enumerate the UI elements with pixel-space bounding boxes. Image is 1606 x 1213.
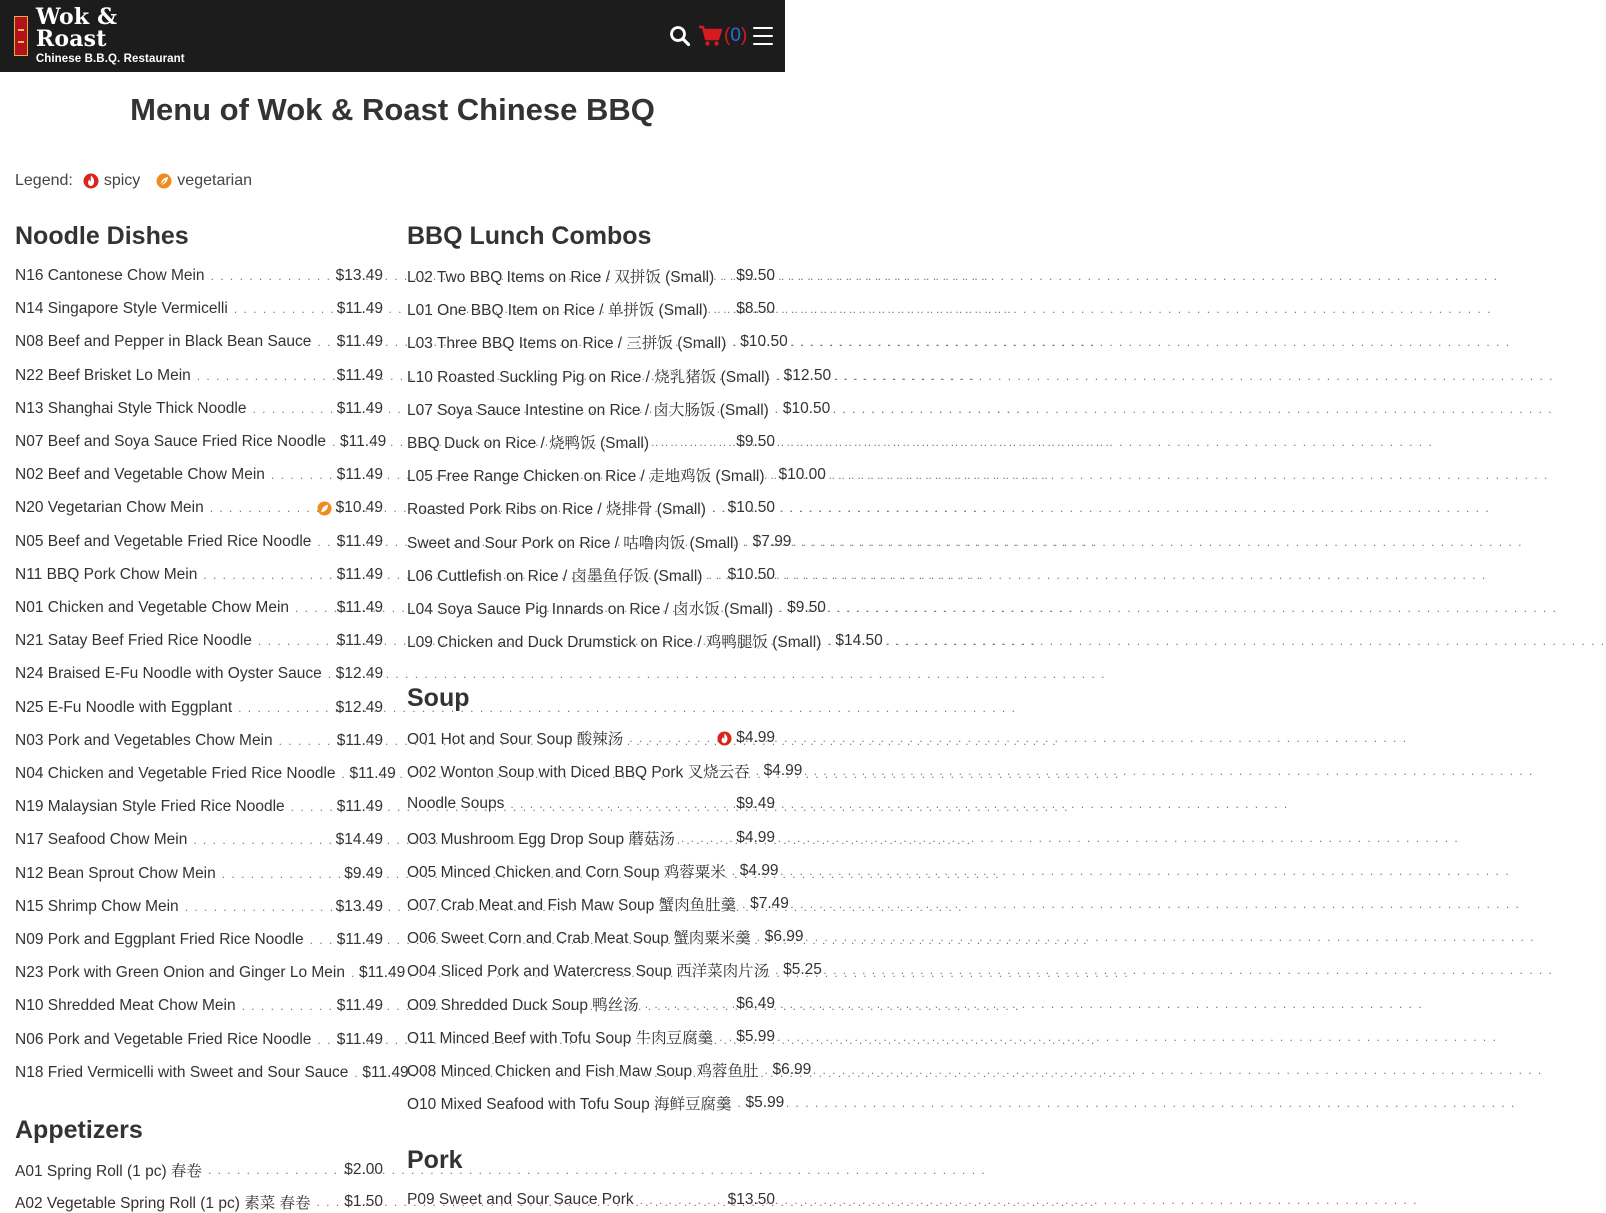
page-title: Menu of Wok & Roast Chinese BBQ	[130, 92, 655, 127]
menu-item-price: $11.49	[336, 532, 383, 550]
section-title-soup: Soup	[407, 684, 470, 712]
menu-item-price: $10.49	[335, 499, 383, 517]
menu-item-name: N24 Braised E-Fu Noodle with Oyster Sauce	[15, 665, 322, 683]
menu-item-name: O11 Minced Beef with Tofu Soup 牛肉豆腐羹	[407, 1029, 714, 1047]
menu-item[interactable]	[15, 564, 383, 586]
menu-item-price: $11.49	[336, 366, 383, 384]
menu-item-name: L03 Three BBQ Items on Rice / 三拼饭 (Small)	[407, 335, 727, 353]
dot-leader	[317, 1191, 345, 1213]
menu-item-name: N25 E-Fu Noodle with Eggplant	[15, 698, 233, 716]
menu-item[interactable]	[15, 1029, 383, 1051]
menu-item-price: $10.00	[778, 466, 826, 484]
menu-item[interactable]	[15, 1191, 383, 1213]
dot-leader	[827, 630, 835, 652]
menu-item-price: $5.25	[783, 961, 822, 979]
menu-item-name: N17 Seafood Chow Mein	[15, 831, 188, 849]
menu-item[interactable]	[407, 727, 775, 749]
legend-vegetarian-label: vegetarian	[177, 172, 253, 189]
dot-leader	[332, 431, 340, 453]
logo-emblem-icon	[14, 16, 28, 56]
dot-leader	[732, 331, 740, 353]
menu-item-name: L04 Soya Sauce Pig Innards on Rice / 卤水饭 (Small)	[407, 601, 774, 618]
dot-leader	[738, 1092, 746, 1114]
cart-button[interactable]	[698, 24, 747, 48]
menu-item-name: N23 Pork with Green Onion and Ginger Lo Mein	[15, 964, 345, 982]
dot-leader	[645, 993, 736, 1015]
dot-leader	[258, 630, 337, 652]
dot-leader	[720, 265, 736, 287]
dot-leader	[776, 365, 784, 387]
menu-item-price: $11.49	[340, 433, 387, 450]
menu-item[interactable]	[407, 827, 775, 849]
menu-item-name: N06 Pork and Vegetable Fried Rice Noodle	[15, 1030, 312, 1048]
menu-item[interactable]	[15, 497, 383, 519]
menu-item-name: Sweet and Sour Pork on Rice / 咕噜肉饭 (Small)	[407, 534, 739, 552]
menu-item[interactable]	[407, 926, 804, 948]
dot-leader	[779, 597, 787, 619]
menu-item-price: $9.50	[736, 433, 775, 450]
dot-leader	[756, 760, 764, 782]
menu-item[interactable]	[407, 597, 826, 619]
legend-label: Legend:	[15, 172, 73, 189]
menu-item-name: O03 Mushroom Egg Drop Soup 蘑菇汤	[407, 830, 675, 848]
menu-item[interactable]	[15, 730, 383, 752]
menu-item[interactable]	[407, 265, 775, 287]
menu-item-name: O08 Minced Chicken and Fish Maw Soup 鸡蓉鱼肚	[407, 1063, 759, 1080]
menu-item[interactable]	[15, 763, 396, 785]
legend	[15, 172, 252, 190]
menu-item[interactable]	[15, 630, 383, 652]
dot-leader	[317, 1029, 336, 1051]
menu-item-name: N10 Shredded Meat Chow Mein	[15, 997, 236, 1015]
menu-item-price: $9.49	[344, 864, 383, 882]
dot-leader	[510, 793, 736, 815]
menu-item[interactable]	[407, 1189, 775, 1211]
menu-item-price: $11.49	[349, 765, 396, 782]
menu-item-name: O01 Hot and Sour Soup 酸辣汤	[407, 731, 624, 748]
menu-item-name: N03 Pork and Vegetables Chow Mein	[15, 731, 273, 749]
menu-item[interactable]	[407, 298, 775, 320]
dot-leader	[310, 929, 337, 951]
menu-item-price: $2.00	[344, 1161, 383, 1178]
section-title-noodle-dishes: Noodle Dishes	[15, 222, 189, 250]
menu-item-price: $5.99	[745, 1094, 785, 1112]
section-title-bbq-lunch-combos: BBQ Lunch Combos	[407, 222, 652, 250]
menu-item-price: $12.49	[335, 665, 384, 683]
menu-item[interactable]	[15, 929, 383, 951]
menu-item-name: O05 Minced Chicken and Corn Soup 鸡蓉粟米	[407, 863, 726, 881]
menu-item-price: $4.99	[736, 729, 775, 746]
menu-item[interactable]	[407, 793, 775, 815]
dot-leader	[655, 431, 736, 453]
menu-item-name: L06 Cuttlefish on Rice / 卤墨鱼仔饭 (Small)	[407, 567, 703, 585]
menu-item-price: $11.49	[336, 931, 383, 948]
menu-item-name: Roasted Pork Ribs on Rice / 烧排骨 (Small)	[407, 501, 706, 519]
menu-item-price: $11.49	[362, 1063, 409, 1081]
dot-leader	[242, 995, 337, 1017]
menu-item[interactable]	[15, 398, 383, 420]
menu-item-price: $11.49	[336, 798, 383, 816]
dot-leader	[317, 331, 336, 353]
menu-item-price: $10.50	[740, 333, 788, 351]
menu-item-name: N14 Singapore Style Vermicelli	[15, 300, 228, 318]
dot-leader	[279, 730, 337, 752]
menu-item[interactable]	[407, 1026, 775, 1048]
menu-item[interactable]	[15, 962, 406, 984]
dot-leader	[712, 497, 728, 519]
menu-item-price: $13.49	[335, 897, 383, 915]
menu-item-name: N21 Satay Beef Fried Rice Noodle	[15, 632, 252, 650]
dot-leader	[211, 265, 336, 287]
dot-leader	[291, 796, 337, 818]
menu-item-name: N16 Cantonese Chow Mein	[15, 267, 205, 284]
menu-item-name: P09 Sweet and Sour Sauce Pork	[407, 1191, 634, 1208]
menu-item-name: N19 Malaysian Style Fried Rice Noodle	[15, 798, 285, 816]
menu-item-name: L05 Free Range Chicken on Rice / 走地鸡饭 (Small)	[407, 468, 765, 486]
menu-item[interactable]	[15, 995, 383, 1017]
menu-item-name: N09 Pork and Eggplant Fried Rice Noodle	[15, 931, 304, 948]
menu-item-price: $1.50	[344, 1193, 383, 1210]
dot-leader	[771, 464, 779, 486]
menu-item-name: N15 Shrimp Chow Mein	[15, 897, 179, 915]
menu-item[interactable]	[15, 531, 383, 553]
menu-item-price: $9.50	[787, 599, 826, 616]
menu-item-price: $13.49	[335, 267, 383, 284]
logo-title: Wok & Roast	[35, 4, 118, 53]
menu-item[interactable]	[407, 564, 775, 586]
spicy-icon	[717, 731, 732, 746]
site-header	[0, 0, 785, 72]
menu-item-price: $4.99	[763, 762, 803, 780]
dot-leader	[764, 1059, 772, 1081]
menu-item-price: $11.49	[336, 997, 383, 1015]
menu-item-price: $11.49	[336, 565, 383, 583]
dot-leader	[714, 298, 737, 320]
menu-item-price: $11.49	[336, 599, 383, 616]
dot-leader	[328, 663, 336, 685]
menu-item-price: $10.50	[727, 499, 775, 517]
dot-leader	[745, 531, 753, 553]
menu-item-price: $14.49	[335, 831, 383, 849]
menu-item-price: $11.49	[336, 632, 383, 650]
menu-item[interactable]	[15, 365, 383, 387]
menu-item-name: N04 Chicken and Vegetable Fried Rice Noodle	[15, 765, 336, 782]
menu-item-name: N11 BBQ Pork Chow Mein	[15, 565, 198, 583]
hamburger-menu-icon	[753, 27, 773, 29]
menu-item[interactable]	[407, 431, 775, 453]
dot-leader	[185, 896, 336, 918]
menu-item-name: N12 Bean Sprout Chow Mein	[15, 864, 216, 882]
legend-spicy-label: spicy	[103, 172, 141, 189]
menu-item-price: $7.49	[750, 895, 789, 912]
logo-subtitle: Chinese B.B.Q. Restaurant	[35, 53, 185, 66]
menu-item-name: N20 Vegetarian Chow Mein	[15, 499, 204, 517]
dot-leader	[742, 893, 750, 915]
menu-item-price: $6.99	[772, 1061, 812, 1078]
menu-item[interactable]	[15, 431, 387, 453]
menu-item[interactable]	[407, 630, 883, 652]
menu-item[interactable]	[15, 597, 383, 619]
search-button[interactable]	[669, 25, 691, 47]
menu-item-price: $11.49	[336, 399, 383, 417]
menu-item[interactable]	[407, 398, 831, 420]
dot-leader	[719, 1026, 736, 1048]
section-title-pork: Pork	[407, 1146, 463, 1174]
menu-item[interactable]	[15, 896, 383, 918]
menu-item-name: O04 Sliced Pork and Watercress Soup 西洋菜肉片汤	[407, 963, 770, 981]
menu-item[interactable]	[407, 893, 789, 915]
menu-item[interactable]	[15, 863, 383, 885]
menu-item-name: O09 Shredded Duck Soup 鸭丝汤	[407, 996, 639, 1014]
menu-item[interactable]	[407, 1059, 812, 1081]
menu-item-name: Noodle Soups	[407, 795, 505, 813]
menu-item-name: A02 Vegetable Spring Roll (1 pc) 素菜 春卷	[15, 1195, 311, 1212]
dot-leader	[317, 531, 336, 553]
menu-item[interactable]	[15, 663, 383, 685]
dot-leader	[732, 860, 740, 882]
menu-item-price: $10.50	[782, 399, 831, 417]
dot-leader	[271, 464, 337, 486]
menu-item-price: $9.50	[736, 267, 775, 284]
hamburger-menu-button[interactable]	[753, 27, 773, 45]
menu-item-price: $11.49	[358, 964, 406, 982]
dot-leader	[197, 365, 337, 387]
menu-item[interactable]	[407, 1092, 785, 1114]
dot-leader	[203, 564, 336, 586]
menu-item[interactable]	[15, 1062, 409, 1084]
menu-item-price: $9.49	[736, 795, 775, 813]
menu-item[interactable]	[407, 993, 775, 1015]
menu-item-name: O06 Sweet Corn and Crab Meat Soup 蟹肉粟米羹	[407, 930, 751, 948]
menu-item-name: L02 Two BBQ Items on Rice / 双拼饭 (Small)	[407, 269, 715, 286]
vegetarian-icon	[156, 173, 172, 189]
dot-leader	[681, 827, 736, 849]
spicy-icon	[83, 173, 99, 189]
menu-item-price: $7.99	[752, 532, 792, 550]
menu-item[interactable]	[407, 860, 779, 882]
restaurant-logo[interactable]	[14, 4, 194, 66]
menu-item-name: O10 Mixed Seafood with Tofu Soup 海鲜豆腐羹	[407, 1096, 732, 1114]
menu-item-name: N13 Shanghai Style Thick Noodle	[15, 399, 247, 417]
dot-leader	[354, 1062, 362, 1084]
menu-item-name: N02 Beef and Vegetable Chow Mein	[15, 466, 265, 484]
dot-leader	[640, 1189, 728, 1211]
menu-item[interactable]	[407, 365, 832, 387]
dot-leader	[342, 763, 350, 785]
menu-item-name: O07 Crab Meat and Fish Maw Soup 蟹肉鱼肚羹	[407, 897, 737, 914]
menu-item-name: L09 Chicken and Duck Drumstick on Rice / 鸡鸭腿饭 (Small)	[407, 634, 822, 652]
menu-item-name: N07 Beef and Soya Sauce Fried Rice Noodle	[15, 433, 327, 450]
menu-item[interactable]	[407, 760, 803, 782]
menu-item-price: $6.49	[736, 994, 775, 1012]
menu-item[interactable]	[15, 697, 383, 719]
menu-item[interactable]	[407, 959, 822, 981]
dot-leader	[775, 398, 783, 420]
menu-item-name: N08 Beef and Pepper in Black Bean Sauce	[15, 333, 312, 351]
menu-item[interactable]	[407, 531, 792, 553]
menu-item[interactable]	[407, 331, 788, 353]
dot-leader	[238, 697, 335, 719]
menu-item[interactable]	[15, 796, 383, 818]
menu-item-price: $11.49	[336, 731, 383, 749]
menu-item-price: $11.49	[336, 333, 383, 351]
cart-count: (0)	[724, 25, 748, 46]
dot-leader	[210, 497, 317, 519]
menu-item-price: $4.99	[739, 861, 779, 879]
menu-item[interactable]	[15, 464, 383, 486]
dot-leader	[253, 398, 337, 420]
menu-item-name: O02 Wonton Soup with Diced BBQ Pork 叉烧云吞	[407, 764, 750, 782]
menu-item-name: A01 Spring Roll (1 pc) 春卷	[15, 1163, 202, 1180]
menu-item-price: $13.50	[727, 1191, 775, 1208]
cart-icon	[698, 25, 722, 47]
menu-item[interactable]	[15, 298, 383, 320]
dot-leader	[295, 597, 337, 619]
menu-item-name: N22 Beef Brisket Lo Mein	[15, 366, 191, 384]
dot-leader	[708, 564, 727, 586]
menu-item-name: N01 Chicken and Vegetable Chow Mein	[15, 599, 290, 616]
menu-item-name: N05 Beef and Vegetable Fried Rice Noodle	[15, 532, 312, 550]
dot-leader	[193, 829, 335, 851]
menu-item-name: L01 One BBQ Item on Rice / 单拼饭 (Small)	[407, 302, 708, 320]
menu-item[interactable]	[407, 464, 826, 486]
menu-item-name: BBQ Duck on Rice / 烧鸭饭 (Small)	[407, 435, 650, 452]
menu-item[interactable]	[15, 331, 383, 353]
dot-leader	[208, 1159, 344, 1181]
menu-item-price: $11.49	[336, 466, 383, 484]
menu-item-price: $10.50	[727, 565, 775, 583]
menu-item-price: $12.50	[783, 366, 832, 384]
menu-item[interactable]	[15, 1159, 383, 1181]
menu-item-price: $11.49	[336, 300, 383, 318]
dot-leader	[222, 863, 344, 885]
menu-item-name: L10 Roasted Suckling Pig on Rice / 烧乳猪饭 (Small)	[407, 368, 770, 386]
dot-leader	[757, 926, 765, 948]
menu-item-name: N18 Fried Vermicelli with Sweet and Sour Sauce	[15, 1063, 349, 1081]
menu-item-price: $12.49	[335, 698, 383, 716]
dot-leader	[351, 962, 359, 984]
menu-item-price: $6.99	[764, 928, 804, 946]
menu-item-price: $4.99	[736, 828, 775, 846]
menu-item-price: $14.50	[835, 632, 883, 650]
menu-item[interactable]	[407, 497, 775, 519]
dot-leader	[775, 959, 783, 981]
menu-item-price: $5.99	[736, 1027, 775, 1045]
menu-item[interactable]	[15, 265, 383, 287]
menu-item-price: $11.49	[336, 1030, 383, 1048]
dot-leader	[629, 727, 717, 749]
vegetarian-icon	[317, 501, 332, 516]
menu-item-name: L07 Soya Sauce Intestine on Rice / 卤大肠饭 (Small)	[407, 401, 769, 419]
dot-leader	[234, 298, 337, 320]
menu-item-price: $8.50	[736, 300, 775, 318]
menu-item[interactable]	[15, 829, 383, 851]
search-icon	[669, 25, 691, 47]
section-title-appetizers: Appetizers	[15, 1116, 143, 1144]
